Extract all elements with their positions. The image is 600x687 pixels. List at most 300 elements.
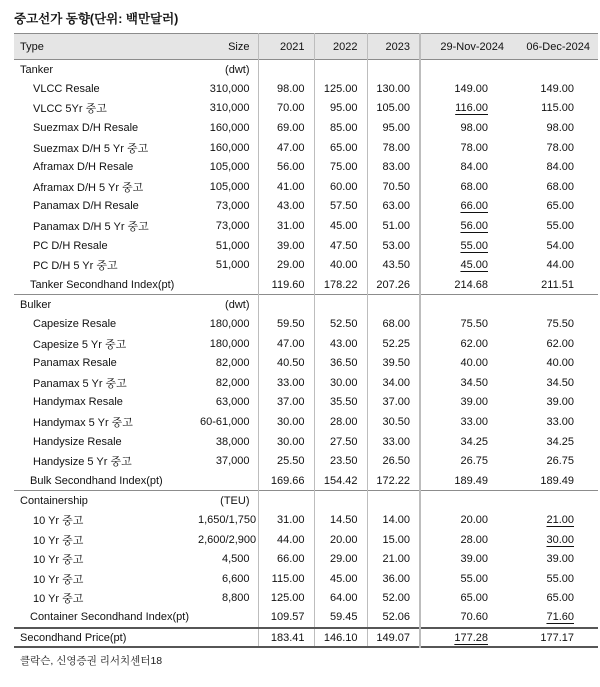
value: 31.00 [276,513,305,526]
cell-value [367,491,420,511]
table-row [14,412,598,432]
cell-value [512,432,598,452]
cell-value [420,216,512,236]
value: 149.00 [454,82,488,95]
cell-type: 10 Yr 중고 [33,573,84,586]
cell-value [258,118,314,138]
value: 83.00 [382,161,410,174]
value: 183.41 [270,631,305,644]
cell-type: Panamax 5 Yr 중고 [33,377,127,390]
cell-size: 1,650/1,750 [198,510,258,530]
value: 78.00 [546,141,574,154]
cell-value [258,255,314,275]
cell-type: Capesize Resale [33,318,117,331]
cell-value [512,491,598,511]
value: 115.00 [541,102,574,115]
value: 65.00 [546,592,574,605]
cell-type: Containership [20,494,88,507]
cell-value [314,275,367,295]
cell-value [258,510,314,530]
cell-value [258,628,314,648]
value: 45.00 [329,572,358,585]
column-header: 29-Nov-2024 [440,40,504,53]
value: 84.00 [546,161,574,174]
cell-value [512,216,598,236]
value: 29.00 [329,553,358,566]
cell-size: 160,000 [198,138,258,158]
index-row [14,471,598,491]
value: 40.50 [276,357,305,370]
value: 75.50 [460,318,488,331]
value: 68.00 [546,180,574,193]
table-row [14,314,598,334]
cell-value [512,393,598,413]
cell-value [420,608,512,628]
value: 39.00 [276,239,305,252]
table-row [14,216,598,236]
value: 34.25 [546,435,574,448]
cell-value [367,60,420,80]
cell-value [314,79,367,99]
value: 23.50 [329,455,358,468]
header-row [14,34,598,60]
value-underlined: 30.00 [546,533,574,546]
value: 41.00 [276,180,305,193]
value: 56.00 [276,161,305,174]
table-row [14,334,598,354]
cell-value [512,314,598,334]
table-row [14,432,598,452]
cell-type: Handymax 5 Yr 중고 [33,416,133,429]
table-row [14,157,598,177]
cell-value [258,432,314,452]
cell-value [258,177,314,197]
cell-value [314,549,367,569]
cell-value [512,569,598,589]
cell-value [512,471,598,491]
value: 64.00 [329,592,358,605]
cell-type: VLCC Resale [33,82,100,95]
cell-value [420,589,512,609]
value: 125.00 [270,592,305,605]
cell-value [420,295,512,315]
value: 30.00 [276,415,305,428]
value: 60.00 [329,180,358,193]
cell-type: Panamax Resale [33,357,117,370]
cell-value [314,373,367,393]
cell-value [420,393,512,413]
cell-value [314,393,367,413]
value: 65.00 [329,141,358,154]
cell-value [512,118,598,138]
value: 119.60 [271,278,305,291]
value: 36.50 [329,357,358,370]
value: 40.00 [460,357,488,370]
cell-size: 2,600/2,900 [198,530,258,550]
cell-value [367,197,420,217]
cell-value [258,451,314,471]
cell-value [420,177,512,197]
cell-size: (dwt) [198,295,258,315]
cell-size: 37,000 [198,451,258,471]
cell-value [512,295,598,315]
cell-type: Container Secondhand Index(pt) [30,611,189,624]
cell-value [367,275,420,295]
cell-value [512,197,598,217]
cell-value [512,334,598,354]
cell-value [512,99,598,119]
cell-value [367,393,420,413]
section-row [14,491,598,511]
table-row [14,569,598,589]
cell-value [512,373,598,393]
value: 20.00 [460,513,488,526]
source-note: 클락슨, 신영증권 리서치센터18 [20,655,163,668]
cell-value [314,177,367,197]
cell-value [314,628,367,648]
cell-size [198,275,258,295]
cell-size: (dwt) [198,60,258,80]
table-row [14,255,598,275]
cell-value [420,60,512,80]
index-row [14,608,598,628]
value: 70.50 [382,180,410,193]
value: 189.49 [540,474,574,487]
cell-value [512,236,598,256]
cell-size: 51,000 [198,255,258,275]
cell-value [367,628,420,648]
column-header: Size [198,34,258,60]
table-row [14,530,598,550]
cell-value [512,412,598,432]
cell-type: 10 Yr 중고 [33,534,84,547]
cell-type: VLCC 5Yr 중고 [33,103,107,116]
value: 178.22 [323,278,358,291]
value: 109.57 [270,611,305,624]
cell-value [258,236,314,256]
cell-value [258,99,314,119]
column-header: 2021 [258,34,314,60]
cell-value [367,138,420,158]
cell-value [512,510,598,530]
value: 30.00 [276,435,305,448]
cell-value [258,157,314,177]
cell-size: 82,000 [198,373,258,393]
cell-type: Bulker [20,298,52,311]
value: 70.00 [276,102,305,115]
cell-size: 60-61,000 [198,412,258,432]
value: 65.00 [546,200,574,213]
cell-value [367,608,420,628]
cell-value [420,118,512,138]
value: 55.00 [460,572,488,585]
cell-size: 73,000 [198,216,258,236]
cell-value [258,295,314,315]
cell-value [512,608,598,628]
cell-type: Handymax Resale [33,396,123,409]
cell-value [367,373,420,393]
cell-value [367,236,420,256]
cell-value [420,157,512,177]
cell-value [314,216,367,236]
value: 98.00 [546,122,574,135]
value: 43.00 [276,200,305,213]
value: 172.22 [376,474,410,487]
cell-size: (TEU) [198,491,258,511]
cell-value [367,412,420,432]
value: 105.00 [376,102,410,115]
cell-value [258,393,314,413]
cell-value [314,197,367,217]
value: 53.00 [382,239,410,252]
value: 21.00 [382,553,410,566]
value: 37.00 [276,396,305,409]
value: 34.00 [382,376,410,389]
cell-value [314,510,367,530]
cell-value [367,549,420,569]
value: 39.00 [460,553,488,566]
cell-value [512,79,598,99]
index-row [14,275,598,295]
cell-value [420,275,512,295]
table-row [14,393,598,413]
value: 47.00 [276,337,305,350]
value: 47.00 [276,141,305,154]
value: 59.45 [329,611,358,624]
table-row [14,99,598,119]
value: 130.00 [376,82,410,95]
cell-value [314,451,367,471]
secondhand-price-table [14,33,598,648]
cell-value [314,138,367,158]
value-underlined: 116.00 [455,102,488,115]
table-header [14,34,598,60]
value: 15.00 [382,533,410,546]
value: 68.00 [382,318,410,331]
cell-value [420,412,512,432]
cell-type: Panamax D/H 5 Yr 중고 [33,221,149,234]
value: 43.00 [329,337,358,350]
cell-value [258,491,314,511]
value: 29.00 [276,259,305,272]
value: 154.42 [323,474,358,487]
cell-type: Aframax D/H 5 Yr 중고 [33,181,144,194]
column-header: Type [20,40,44,53]
value: 98.00 [276,82,305,95]
cell-size: 73,000 [198,197,258,217]
cell-value [367,216,420,236]
value: 39.00 [546,396,574,409]
value: 25.50 [276,455,305,468]
cell-type: 10 Yr 중고 [33,593,84,606]
cell-value [420,549,512,569]
value: 125.00 [323,82,358,95]
cell-value [258,60,314,80]
cell-value [367,177,420,197]
cell-size: 6,600 [198,569,258,589]
cell-size: 105,000 [198,157,258,177]
cell-value [258,216,314,236]
cell-value [367,471,420,491]
cell-value [258,197,314,217]
cell-value [512,157,598,177]
value: 40.00 [546,357,574,370]
value-underlined: 71.60 [546,611,574,624]
table-body [14,60,598,648]
cell-type: PC D/H Resale [33,239,108,252]
cell-value [420,432,512,452]
value: 84.00 [460,161,488,174]
value: 52.06 [382,611,410,624]
cell-value [512,628,598,648]
value: 59.50 [276,318,305,331]
cell-value [512,138,598,158]
value: 66.00 [276,553,305,566]
value: 43.50 [382,259,410,272]
column-header: 2022 [314,34,367,60]
cell-type: Aframax D/H Resale [33,161,134,174]
cell-value [420,471,512,491]
cell-type: Handysize Resale [33,435,122,448]
value: 214.68 [454,278,488,291]
cell-value [420,373,512,393]
value: 35.50 [329,396,358,409]
cell-type: Bulk Secondhand Index(pt) [30,474,163,487]
column-header: 2023 [367,34,420,60]
cell-value [420,197,512,217]
cell-value [367,79,420,99]
cell-type: 10 Yr 중고 [33,554,84,567]
cell-size: 51,000 [198,236,258,256]
cell-value [258,275,314,295]
cell-size: 310,000 [198,99,258,119]
value: 75.50 [546,318,574,331]
value: 57.50 [329,200,358,213]
cell-size: 82,000 [198,353,258,373]
cell-value [258,569,314,589]
cell-value [314,491,367,511]
table-row [14,353,598,373]
table-row [14,589,598,609]
cell-value [367,334,420,354]
section-row [14,295,598,315]
cell-value [258,608,314,628]
cell-value [314,236,367,256]
table-row [14,79,598,99]
cell-value [367,99,420,119]
value: 62.00 [546,337,574,350]
value: 34.50 [546,376,574,389]
value: 44.00 [546,259,574,272]
table-row [14,451,598,471]
cell-value [420,628,512,648]
cell-value [314,432,367,452]
cell-type: 10 Yr 중고 [33,514,84,527]
cell-value [512,353,598,373]
table-row [14,138,598,158]
value: 149.07 [376,631,410,644]
cell-value [258,353,314,373]
table-row [14,236,598,256]
value: 33.00 [546,415,574,428]
value: 39.00 [460,396,488,409]
cell-value [314,334,367,354]
cell-type: Panamax D/H Resale [33,200,139,213]
cell-value [258,530,314,550]
total-row [14,628,598,648]
cell-value [367,510,420,530]
value: 36.00 [382,572,410,585]
cell-value [314,314,367,334]
value: 26.75 [460,455,488,468]
value: 177.17 [540,631,574,644]
cell-value [258,471,314,491]
cell-type: Suezmax D/H 5 Yr 중고 [33,142,149,155]
value: 14.50 [329,513,358,526]
value: 95.00 [329,102,358,115]
value: 78.00 [382,141,410,154]
value: 75.00 [329,161,358,174]
value: 211.51 [541,278,574,291]
cell-value [367,530,420,550]
value: 85.00 [329,122,358,135]
cell-value [314,353,367,373]
value: 52.25 [382,337,410,350]
cell-value [512,549,598,569]
cell-value [258,79,314,99]
cell-value [258,373,314,393]
cell-value [258,334,314,354]
cell-value [314,118,367,138]
cell-value [314,530,367,550]
cell-value [420,79,512,99]
value: 55.00 [546,220,574,233]
cell-value [258,138,314,158]
value: 44.00 [276,533,305,546]
cell-value [367,589,420,609]
cell-value [258,549,314,569]
table-row [14,549,598,569]
value: 70.60 [460,611,488,624]
cell-value [420,99,512,119]
cell-type: Suezmax D/H Resale [33,122,139,135]
value: 65.00 [460,592,488,605]
cell-value [314,569,367,589]
cell-value [420,138,512,158]
cell-value [367,314,420,334]
value: 26.75 [546,455,574,468]
cell-value [367,353,420,373]
cell-value [420,530,512,550]
cell-value [314,60,367,80]
value-underlined: 21.00 [546,513,574,526]
value: 20.00 [329,533,358,546]
cell-size [198,628,258,648]
value: 169.66 [270,474,305,487]
cell-value [258,314,314,334]
cell-size: 38,000 [198,432,258,452]
value: 146.10 [323,631,358,644]
value-underlined: 55.00 [460,239,488,252]
cell-value [314,589,367,609]
value: 26.50 [382,455,410,468]
value: 30.00 [329,376,358,389]
value: 52.00 [382,592,410,605]
cell-type: Capesize 5 Yr 중고 [33,338,127,351]
cell-value [367,432,420,452]
cell-size: 105,000 [198,177,258,197]
cell-value [512,451,598,471]
